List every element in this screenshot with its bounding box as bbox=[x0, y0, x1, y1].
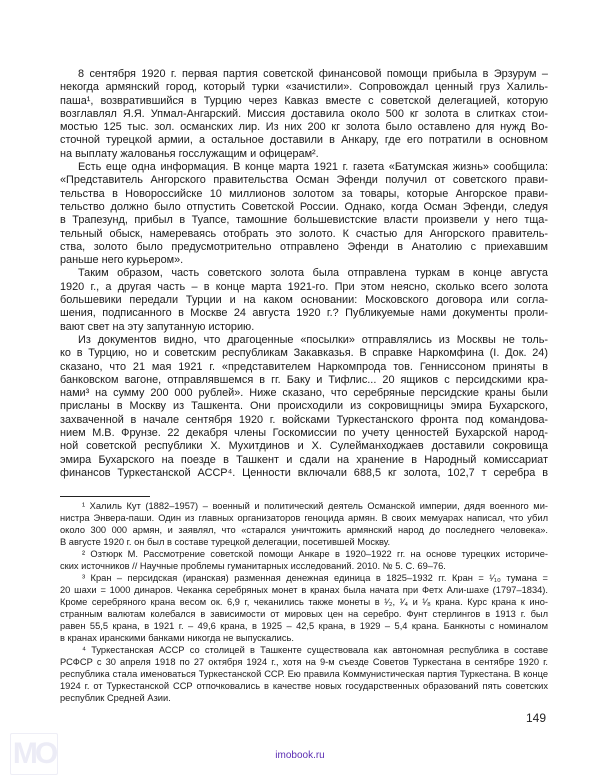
text-line: В августе 1920 г. он был в составе турецкой делегации, посетившей Москву. bbox=[60, 537, 391, 547]
footnotes bbox=[60, 500, 548, 704]
text-line: нистра Энвера-паши. Один из главных организаторов геноцида армян. В своих мемуарах написал, что убил bbox=[60, 513, 548, 523]
text-line: РСФСР с 30 апреля 1918 по 27 октября 1924 г., хотя на 9-м съезде Советов Туркестана в сентябре 1920 г. bbox=[60, 657, 548, 667]
text-line: тельный обыск, намереваясь отобрать это золото. К счастью для Ангорского правитель- bbox=[60, 227, 548, 240]
paragraph bbox=[60, 334, 548, 480]
text-line: ² Озтюрк М. Рассмотрение советской помощи Анкаре в 1920–1922 гг. на основе турецких историче- bbox=[82, 549, 548, 559]
text-line: ¹ Халиль Кут (1882–1957) – военный и политический деятель Османской империи, дядя военного ми- bbox=[82, 501, 548, 511]
text-line: 8 сентября 1920 г. первая партия советской финансовой помощи прибыла в Эрзурум – bbox=[78, 68, 548, 80]
text-line: в кранах иранскими банками никогда не выпускались. bbox=[60, 633, 294, 643]
text-line: на выплату жалованья госслужащим и офицерам². bbox=[60, 147, 319, 160]
text-line: «Представитель Ангорского правительства Осман Эфенди получил от советского прави- bbox=[60, 174, 548, 187]
text-line: республика стала именоваться Туркестанской ССР. Ею правила Коммунистическая партия Туркестана. В конце bbox=[60, 669, 548, 679]
paragraph bbox=[60, 161, 548, 267]
text-line: 20 шахи = 1000 динаров. Чеканка серебряных монет в кранах была начата при Фетх Али-шахе (1797–1834). bbox=[60, 585, 548, 595]
text-line: Из документов видно, что драгоценные «посылки» отправлялись из Москвы не толь- bbox=[78, 333, 548, 346]
text-line: ко в Турцию, но и советским республикам Закавказья. В справке Наркомфина (I. Док. 24) bbox=[60, 347, 548, 360]
text-line: 1924 г. от Туркестанской ССР отпочковались в качестве новых государственных образований пять советских bbox=[60, 681, 548, 691]
text-line: тельства в Новороссийске 10 миллионов золотом за товары, которые Ангорское прави- bbox=[60, 187, 548, 200]
paragraph bbox=[60, 267, 548, 333]
text-line: некогда армянский город, который турки «зачистили». Сопровождал ценный груз Халиль- bbox=[60, 81, 548, 94]
text-line: большевики передали Турции и на каком основании: Московского договора или согла- bbox=[60, 294, 548, 307]
text-line: странным валютам колебался в зависимости от мировых цен на серебро. Фунт стерлингов в 1913 г. был bbox=[60, 609, 548, 619]
text-line: шения, подписанного в Москве 24 августа 1920 г.? Публикуемые нами документы проли- bbox=[60, 307, 548, 320]
text-line: Кроме серебряного крана весом ок. 6,9 г, чеканились также монеты в ¹⁄₂, ¹⁄₄ и ¹⁄₈ крана. Курс крана к ино- bbox=[60, 597, 548, 607]
paragraph bbox=[60, 68, 548, 161]
page-number: 149 bbox=[526, 711, 547, 725]
body-text bbox=[60, 68, 548, 480]
footnote bbox=[60, 548, 548, 572]
text-line: нами³ на сумму 200 000 рублей». Ниже сказано, что серебряные персидские краны были bbox=[60, 387, 548, 400]
text-line: мостью 125 тыс. зол. османских лир. Из них 200 кг золота было оставлено для нужд Во- bbox=[60, 121, 548, 134]
footnote-divider bbox=[60, 496, 150, 497]
text-line: Есть еще одна информация. В конце марта 1921 г. газета «Батумская жизнь» сообщила: bbox=[78, 161, 548, 174]
text-line: присланы в Москву из Ташкента. Они происходили из сокровищницы эмира Бухарского, bbox=[60, 400, 548, 413]
text-line: тельство должно было отпустить Советской России. Однако, когда Осман Эфенди, следуя bbox=[60, 200, 548, 213]
text-line: республик Средней Азии. bbox=[60, 693, 171, 703]
text-line: в Трапезунд, прибыл в Туапсе, тамошние большевистские власти произвели у него тща- bbox=[60, 214, 548, 227]
text-line: Таким образом, часть советского золота была отправлена туркам в конце августа bbox=[78, 267, 548, 280]
site-link[interactable]: imobook.ru bbox=[275, 750, 325, 761]
footnote bbox=[60, 644, 548, 704]
publisher-logo-watermark: MO bbox=[10, 733, 58, 775]
text-line: раньше него курьером». bbox=[60, 254, 184, 267]
text-line: ⁴ Туркестанская АССР со столицей в Ташкенте существовала как автономная республика в составе bbox=[82, 645, 548, 655]
text-line: паша¹, возвратившийся в Турцию через Кавказ вместе с советской делегацией, которую bbox=[60, 94, 548, 107]
footnote bbox=[60, 500, 548, 548]
text-line: ³ Кран – персидская (иранская) разменная денежная единица в 1825–1932 гг. Кран = ¹⁄₁₀ тумана = bbox=[82, 573, 548, 583]
text-line: банковском вагоне, отправлявшемся в гг. Баку и Тифлис... 20 ящиков с персидскими кра- bbox=[60, 373, 548, 386]
footnote bbox=[60, 572, 548, 644]
text-line: сказано, что 21 мая 1921 г. «представителем Наркомпрода тов. Геннисcоном приняты в bbox=[60, 360, 548, 373]
text-line: ства, золото было предусмотрительно отправлено Эфенди в Анатолию с приехавшим bbox=[60, 240, 548, 253]
text-line: сточной турецкой армии, а остальное доставили в Анкару, где его потратили в основном bbox=[60, 134, 548, 147]
text-line: ной советской республики Х. Мухитдинов и Х. Сулейманходжаев доставили сокровища bbox=[60, 440, 548, 453]
text-line: эмира Бухарского на поезде в Ташкент и сдали на хранение в Народный комиссариат bbox=[60, 453, 548, 466]
text-line: захваченной в начале сентября 1920 г. войсками Туркестанского фронта под командова- bbox=[60, 413, 548, 426]
text-line: около 300 000 армян, и заявлял, что «старался уничтожить армянский народ до последнего человека». bbox=[60, 525, 548, 535]
text-line: возглавлял Я.Я. Упмал-Ангарский. Миссия доставила около 500 кг золота в слитках стои- bbox=[60, 107, 548, 120]
text-line: 1920 г., а другая часть – в конце марта 1921-го. При этом неясно, сколько всего золота bbox=[60, 280, 548, 293]
text-line: нием М.В. Фрунзе. 22 декабря члены Госкомиссии по учету ценностей Бухарской народ- bbox=[60, 427, 548, 440]
text-line: вают свет на эту запутанную историю. bbox=[60, 320, 255, 333]
text-line: финансов Туркестанской АССР⁴. Ценности включали 688,5 кг золота, 102,7 т серебра в bbox=[60, 466, 548, 479]
text-line: ских источников // Научные проблемы гуманитарных исследований. 2010. № 5. С. 69–76. bbox=[60, 561, 446, 571]
text-line: равен 55,5 крана, в 1921 г. – 49,6 крана, в 1925 – 42,5 крана, в 1929 – 5,4 крана. Банкноты с номиналом bbox=[60, 621, 548, 631]
